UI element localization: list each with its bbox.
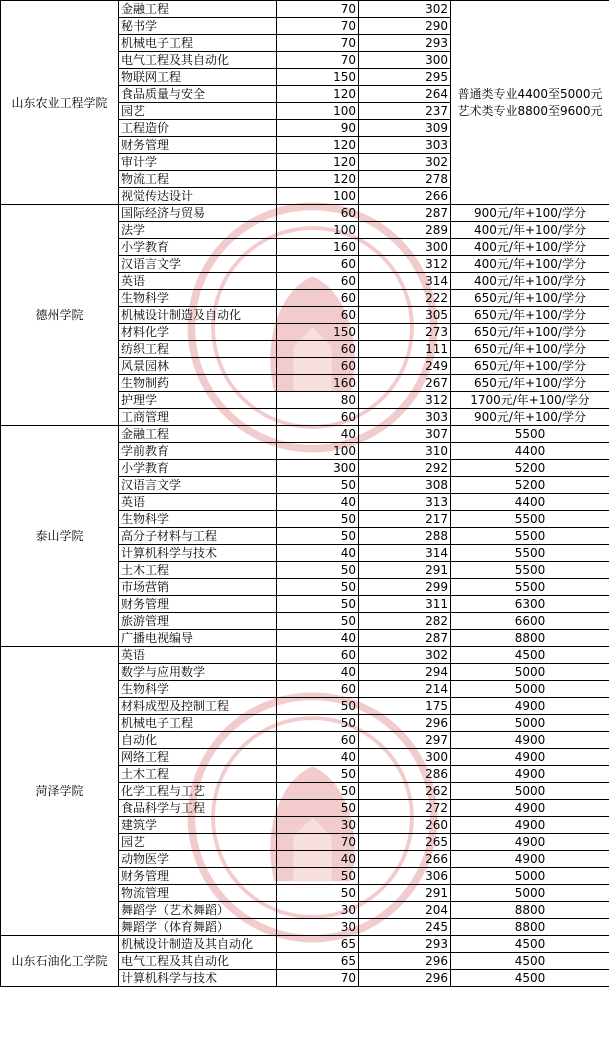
tuition-cell: 5500	[451, 562, 609, 579]
min-score-cell: 265	[359, 834, 451, 851]
tuition-cell: 4900	[451, 732, 609, 749]
plan-count-cell: 50	[277, 698, 359, 715]
major-cell: 英语	[119, 647, 277, 664]
min-score-cell: 296	[359, 715, 451, 732]
min-score-cell: 291	[359, 885, 451, 902]
min-score-cell: 314	[359, 273, 451, 290]
major-cell: 汉语言文学	[119, 477, 277, 494]
plan-count-cell: 100	[277, 103, 359, 120]
min-score-cell: 289	[359, 222, 451, 239]
plan-count-cell: 30	[277, 919, 359, 936]
major-cell: 汉语言文学	[119, 256, 277, 273]
min-score-cell: 312	[359, 392, 451, 409]
min-score-cell: 293	[359, 35, 451, 52]
major-cell: 生物科学	[119, 511, 277, 528]
tuition-cell: 5200	[451, 477, 609, 494]
major-cell: 土木工程	[119, 562, 277, 579]
major-cell: 化学工程与工艺	[119, 783, 277, 800]
tuition-cell: 4500	[451, 647, 609, 664]
plan-count-cell: 160	[277, 375, 359, 392]
plan-count-cell: 65	[277, 953, 359, 970]
plan-count-cell: 40	[277, 494, 359, 511]
plan-count-cell: 60	[277, 409, 359, 426]
min-score-cell: 297	[359, 732, 451, 749]
major-cell: 金融工程	[119, 1, 277, 18]
major-cell: 高分子材料与工程	[119, 528, 277, 545]
min-score-cell: 302	[359, 154, 451, 171]
plan-count-cell: 90	[277, 120, 359, 137]
min-score-cell: 260	[359, 817, 451, 834]
tuition-cell: 4900	[451, 698, 609, 715]
tuition-cell: 8800	[451, 919, 609, 936]
tuition-cell: 5500	[451, 545, 609, 562]
school-name-cell: 德州学院	[1, 205, 119, 426]
min-score-cell: 308	[359, 477, 451, 494]
major-cell: 小学教育	[119, 239, 277, 256]
plan-count-cell: 60	[277, 647, 359, 664]
plan-count-cell: 70	[277, 834, 359, 851]
min-score-cell: 222	[359, 290, 451, 307]
major-cell: 生物制药	[119, 375, 277, 392]
plan-count-cell: 60	[277, 341, 359, 358]
major-cell: 食品科学与工程	[119, 800, 277, 817]
tuition-cell: 650元/年+100/学分	[451, 324, 609, 341]
plan-count-cell: 50	[277, 885, 359, 902]
plan-count-cell: 40	[277, 851, 359, 868]
plan-count-cell: 30	[277, 817, 359, 834]
min-score-cell: 311	[359, 596, 451, 613]
min-score-cell: 282	[359, 613, 451, 630]
min-score-cell: 278	[359, 171, 451, 188]
table-row	[1, 205, 609, 222]
major-cell: 工程造价	[119, 120, 277, 137]
plan-count-cell: 60	[277, 290, 359, 307]
min-score-cell: 306	[359, 868, 451, 885]
plan-count-cell: 60	[277, 681, 359, 698]
major-cell: 国际经济与贸易	[119, 205, 277, 222]
plan-count-cell: 40	[277, 749, 359, 766]
major-cell: 财务管理	[119, 868, 277, 885]
min-score-cell: 262	[359, 783, 451, 800]
plan-count-cell: 60	[277, 307, 359, 324]
plan-count-cell: 50	[277, 613, 359, 630]
major-cell: 舞蹈学（体育舞蹈）	[119, 919, 277, 936]
table-row	[1, 1, 609, 18]
plan-count-cell: 70	[277, 52, 359, 69]
major-cell: 物联网工程	[119, 69, 277, 86]
min-score-cell: 299	[359, 579, 451, 596]
major-cell: 生物科学	[119, 290, 277, 307]
table-row	[1, 426, 609, 443]
major-cell: 视觉传达设计	[119, 188, 277, 205]
tuition-cell: 650元/年+100/学分	[451, 375, 609, 392]
tuition-cell: 6600	[451, 613, 609, 630]
min-score-cell: 291	[359, 562, 451, 579]
school-name-cell: 山东石油化工学院	[1, 936, 119, 987]
min-score-cell: 214	[359, 681, 451, 698]
plan-count-cell: 150	[277, 69, 359, 86]
min-score-cell: 264	[359, 86, 451, 103]
min-score-cell: 303	[359, 409, 451, 426]
plan-count-cell: 60	[277, 273, 359, 290]
major-cell: 法学	[119, 222, 277, 239]
min-score-cell: 272	[359, 800, 451, 817]
plan-count-cell: 300	[277, 460, 359, 477]
plan-count-cell: 40	[277, 630, 359, 647]
tuition-cell: 5000	[451, 783, 609, 800]
tuition-cell: 5000	[451, 664, 609, 681]
min-score-cell: 296	[359, 953, 451, 970]
plan-count-cell: 40	[277, 545, 359, 562]
tuition-cell: 4900	[451, 800, 609, 817]
plan-count-cell: 50	[277, 800, 359, 817]
min-score-cell: 273	[359, 324, 451, 341]
plan-count-cell: 160	[277, 239, 359, 256]
min-score-cell: 309	[359, 120, 451, 137]
plan-count-cell: 100	[277, 443, 359, 460]
min-score-cell: 310	[359, 443, 451, 460]
table-row	[1, 647, 609, 664]
min-score-cell: 249	[359, 358, 451, 375]
min-score-cell: 175	[359, 698, 451, 715]
plan-count-cell: 50	[277, 562, 359, 579]
major-cell: 物流管理	[119, 885, 277, 902]
plan-count-cell: 120	[277, 154, 359, 171]
min-score-cell: 295	[359, 69, 451, 86]
tuition-cell: 8800	[451, 902, 609, 919]
min-score-cell: 245	[359, 919, 451, 936]
plan-count-cell: 50	[277, 511, 359, 528]
tuition-cell: 4900	[451, 851, 609, 868]
tuition-cell: 4900	[451, 817, 609, 834]
min-score-cell: 111	[359, 341, 451, 358]
plan-count-cell: 50	[277, 528, 359, 545]
plan-count-cell: 80	[277, 392, 359, 409]
min-score-cell: 204	[359, 902, 451, 919]
major-cell: 护理学	[119, 392, 277, 409]
tuition-cell: 5000	[451, 715, 609, 732]
major-cell: 数学与应用数学	[119, 664, 277, 681]
major-cell: 学前教育	[119, 443, 277, 460]
min-score-cell: 293	[359, 936, 451, 953]
major-cell: 舞蹈学（艺术舞蹈）	[119, 902, 277, 919]
major-cell: 电气工程及其自动化	[119, 953, 277, 970]
tuition-cell: 400元/年+100/学分	[451, 222, 609, 239]
major-cell: 英语	[119, 273, 277, 290]
major-cell: 金融工程	[119, 426, 277, 443]
plan-count-cell: 100	[277, 188, 359, 205]
tuition-cell: 4500	[451, 936, 609, 953]
plan-count-cell: 30	[277, 902, 359, 919]
tuition-cell: 5200	[451, 460, 609, 477]
min-score-cell: 266	[359, 188, 451, 205]
tuition-cell: 4400	[451, 494, 609, 511]
tuition-cell: 1700元/年+100/学分	[451, 392, 609, 409]
tuition-cell: 400元/年+100/学分	[451, 239, 609, 256]
plan-count-cell: 60	[277, 205, 359, 222]
min-score-cell: 217	[359, 511, 451, 528]
major-cell: 机械电子工程	[119, 715, 277, 732]
plan-count-cell: 60	[277, 732, 359, 749]
min-score-cell: 300	[359, 52, 451, 69]
major-cell: 电气工程及其自动化	[119, 52, 277, 69]
plan-count-cell: 50	[277, 868, 359, 885]
major-cell: 机械设计制造及自动化	[119, 307, 277, 324]
tuition-cell: 4500	[451, 953, 609, 970]
min-score-cell: 314	[359, 545, 451, 562]
major-cell: 市场营销	[119, 579, 277, 596]
major-cell: 旅游管理	[119, 613, 277, 630]
major-cell: 审计学	[119, 154, 277, 171]
tuition-cell: 400元/年+100/学分	[451, 256, 609, 273]
major-cell: 机械电子工程	[119, 35, 277, 52]
major-cell: 计算机科学与技术	[119, 545, 277, 562]
tuition-cell: 900元/年+100/学分	[451, 205, 609, 222]
major-cell: 计算机科学与技术	[119, 970, 277, 987]
major-cell: 秘书学	[119, 18, 277, 35]
major-cell: 广播电视编导	[119, 630, 277, 647]
plan-count-cell: 60	[277, 358, 359, 375]
major-cell: 园艺	[119, 103, 277, 120]
min-score-cell: 300	[359, 749, 451, 766]
plan-count-cell: 70	[277, 970, 359, 987]
tuition-cell: 4400	[451, 443, 609, 460]
tuition-cell: 650元/年+100/学分	[451, 290, 609, 307]
tuition-cell: 650元/年+100/学分	[451, 358, 609, 375]
min-score-cell: 302	[359, 647, 451, 664]
school-name-cell: 泰山学院	[1, 426, 119, 647]
tuition-cell: 650元/年+100/学分	[451, 341, 609, 358]
school-name-cell: 山东农业工程学院	[1, 1, 119, 205]
min-score-cell: 266	[359, 851, 451, 868]
min-score-cell: 296	[359, 970, 451, 987]
plan-count-cell: 120	[277, 86, 359, 103]
min-score-cell: 305	[359, 307, 451, 324]
table-row	[1, 936, 609, 953]
plan-count-cell: 70	[277, 1, 359, 18]
plan-count-cell: 65	[277, 936, 359, 953]
major-cell: 小学教育	[119, 460, 277, 477]
min-score-cell: 292	[359, 460, 451, 477]
tuition-cell: 6300	[451, 596, 609, 613]
major-cell: 自动化	[119, 732, 277, 749]
min-score-cell: 287	[359, 205, 451, 222]
major-cell: 财务管理	[119, 596, 277, 613]
plan-count-cell: 50	[277, 783, 359, 800]
major-cell: 物流工程	[119, 171, 277, 188]
tuition-cell: 400元/年+100/学分	[451, 273, 609, 290]
min-score-cell: 300	[359, 239, 451, 256]
plan-count-cell: 40	[277, 426, 359, 443]
plan-count-cell: 70	[277, 35, 359, 52]
major-cell: 建筑学	[119, 817, 277, 834]
major-cell: 食品质量与安全	[119, 86, 277, 103]
plan-count-cell: 50	[277, 579, 359, 596]
min-score-cell: 290	[359, 18, 451, 35]
major-cell: 材料成型及控制工程	[119, 698, 277, 715]
min-score-cell: 237	[359, 103, 451, 120]
major-cell: 风景园林	[119, 358, 277, 375]
tuition-cell: 650元/年+100/学分	[451, 307, 609, 324]
plan-count-cell: 70	[277, 18, 359, 35]
tuition-cell: 5500	[451, 528, 609, 545]
tuition-cell: 5500	[451, 579, 609, 596]
major-cell: 英语	[119, 494, 277, 511]
major-cell: 园艺	[119, 834, 277, 851]
tuition-cell: 900元/年+100/学分	[451, 409, 609, 426]
table-body	[1, 1, 609, 987]
min-score-cell: 294	[359, 664, 451, 681]
tuition-cell: 4500	[451, 970, 609, 987]
tuition-cell: 8800	[451, 630, 609, 647]
plan-count-cell: 120	[277, 171, 359, 188]
plan-count-cell: 150	[277, 324, 359, 341]
min-score-cell: 313	[359, 494, 451, 511]
major-cell: 生物科学	[119, 681, 277, 698]
school-name-cell: 菏泽学院	[1, 647, 119, 936]
plan-count-cell: 120	[277, 137, 359, 154]
tuition-cell: 5500	[451, 426, 609, 443]
plan-count-cell: 50	[277, 715, 359, 732]
major-cell: 工商管理	[119, 409, 277, 426]
major-cell: 网络工程	[119, 749, 277, 766]
plan-count-cell: 100	[277, 222, 359, 239]
major-cell: 动物医学	[119, 851, 277, 868]
plan-count-cell: 60	[277, 256, 359, 273]
major-cell: 财务管理	[119, 137, 277, 154]
major-cell: 机械设计制造及其自动化	[119, 936, 277, 953]
tuition-cell: 5000	[451, 868, 609, 885]
tuition-cell: 4900	[451, 749, 609, 766]
major-cell: 纺织工程	[119, 341, 277, 358]
major-cell: 材料化学	[119, 324, 277, 341]
tuition-note-cell: 普通类专业4400至5000元 艺术类专业8800至9600元	[451, 1, 609, 205]
min-score-cell: 312	[359, 256, 451, 273]
min-score-cell: 286	[359, 766, 451, 783]
tuition-cell: 4900	[451, 766, 609, 783]
plan-count-cell: 40	[277, 664, 359, 681]
min-score-cell: 287	[359, 630, 451, 647]
min-score-cell: 288	[359, 528, 451, 545]
major-cell: 土木工程	[119, 766, 277, 783]
plan-count-cell: 50	[277, 596, 359, 613]
min-score-cell: 267	[359, 375, 451, 392]
min-score-cell: 303	[359, 137, 451, 154]
tuition-cell: 4900	[451, 834, 609, 851]
plan-count-cell: 50	[277, 477, 359, 494]
tuition-cell: 5000	[451, 885, 609, 902]
tuition-cell: 5500	[451, 511, 609, 528]
min-score-cell: 307	[359, 426, 451, 443]
tuition-cell: 5000	[451, 681, 609, 698]
min-score-cell: 302	[359, 1, 451, 18]
plan-count-cell: 50	[277, 766, 359, 783]
